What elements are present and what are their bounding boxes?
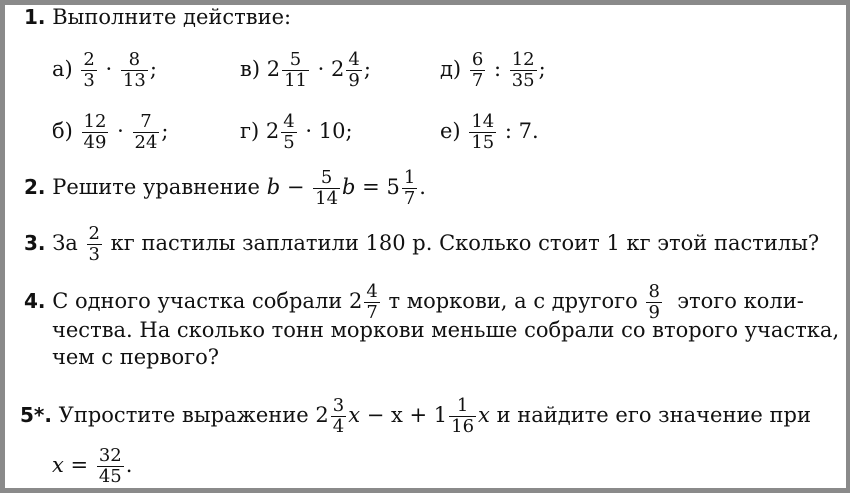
fraction: $\frac{32}{45}$ [98,445,122,487]
task5-line1: 5*. Упростите выражение 2 $\frac{3}{4}$ x − x + 1 $\frac{1}{16}$ x и найдите его значение при [20,395,811,437]
item-label: а) [52,57,73,81]
operator: · [117,119,124,143]
task1-item-e: е) $\frac{14}{15}$ : 7. [440,111,539,153]
task2: 2. Решите уравнение b − $\frac{5}{14}$ b = 5 $\frac{1}{7}$ . [24,167,426,209]
fraction: $\frac{8}{9}$ [648,281,660,323]
task3-text: кг пастилы заплатили 180 р. Сколько стоит 1 кг этой пастилы? [110,231,820,255]
task1-item-d: д) $\frac{6}{7}$ : $\frac{12}{35}$ ; [440,49,546,91]
operator: · [317,57,325,81]
item-label: г) [240,119,260,143]
fraction: $\frac{4}{9}$ [348,49,360,91]
operator: · [105,57,113,81]
fraction: $\frac{1}{16}$ [451,395,475,437]
item-label: в) [240,57,261,81]
task1-item-b: б) $\frac{12}{49}$ · $\frac{7}{24}$ ; [52,111,169,153]
operator: : [493,57,502,81]
task1-item-a: а) $\frac{2}{3}$ · $\frac{8}{13}$ ; [52,49,157,91]
fraction: $\frac{12}{49}$ [83,111,107,153]
task4-line3: чем с первого? [52,345,219,369]
fraction: $\frac{2}{3}$ [83,49,95,91]
task4-number: 4. [24,289,46,313]
fraction: $\frac{3}{4}$ [332,395,345,437]
fraction: $\frac{5}{14}$ [315,167,339,209]
item-label: е) [440,119,461,143]
fraction: $\frac{4}{5}$ [283,111,295,153]
task1-item-v: в) 2 $\frac{5}{11}$ · 2 $\frac{4}{9}$ ; [240,49,371,91]
task1-heading [24,4,291,30]
fraction: $\frac{8}{13}$ [122,49,146,91]
fraction: $\frac{1}{7}$ [403,167,416,209]
fraction: $\frac{12}{35}$ [511,49,535,91]
fraction: $\frac{2}{3}$ [88,223,100,265]
fraction: $\frac{7}{24}$ [134,111,158,153]
task1-item-g: г) 2 $\frac{4}{5}$ · 10; [240,111,353,153]
item-label: б) [52,119,73,143]
fraction: $\frac{4}{7}$ [366,281,378,323]
fraction: $\frac{5}{11}$ [284,49,307,91]
task5-line2: x = $\frac{32}{45}$ . [52,445,133,487]
item-label: д) [440,57,462,81]
task2-text: Решите уравнение [52,175,260,199]
task4-line1: 4. С одного участка собрали 2 $\frac{4}{7}$ т моркови, а с другого $\frac{8}{9}$ этого коли- [24,281,804,323]
fraction: $\frac{6}{7}$ [471,49,484,91]
task3: 3. За $\frac{2}{3}$ кг пастилы заплатили 180 р. Сколько стоит 1 кг этой пастилы? [24,223,820,265]
task2-number: 2. [24,175,46,199]
fraction: $\frac{14}{15}$ [471,111,495,153]
task3-number: 3. [24,231,46,255]
task1-number: 1. [24,5,46,29]
task5-number: 5*. [20,403,52,427]
task1-title: Выполните действие: [52,5,292,29]
task4-line2: чества. На сколько тонн моркови меньше собрали со второго участка, [52,318,840,342]
